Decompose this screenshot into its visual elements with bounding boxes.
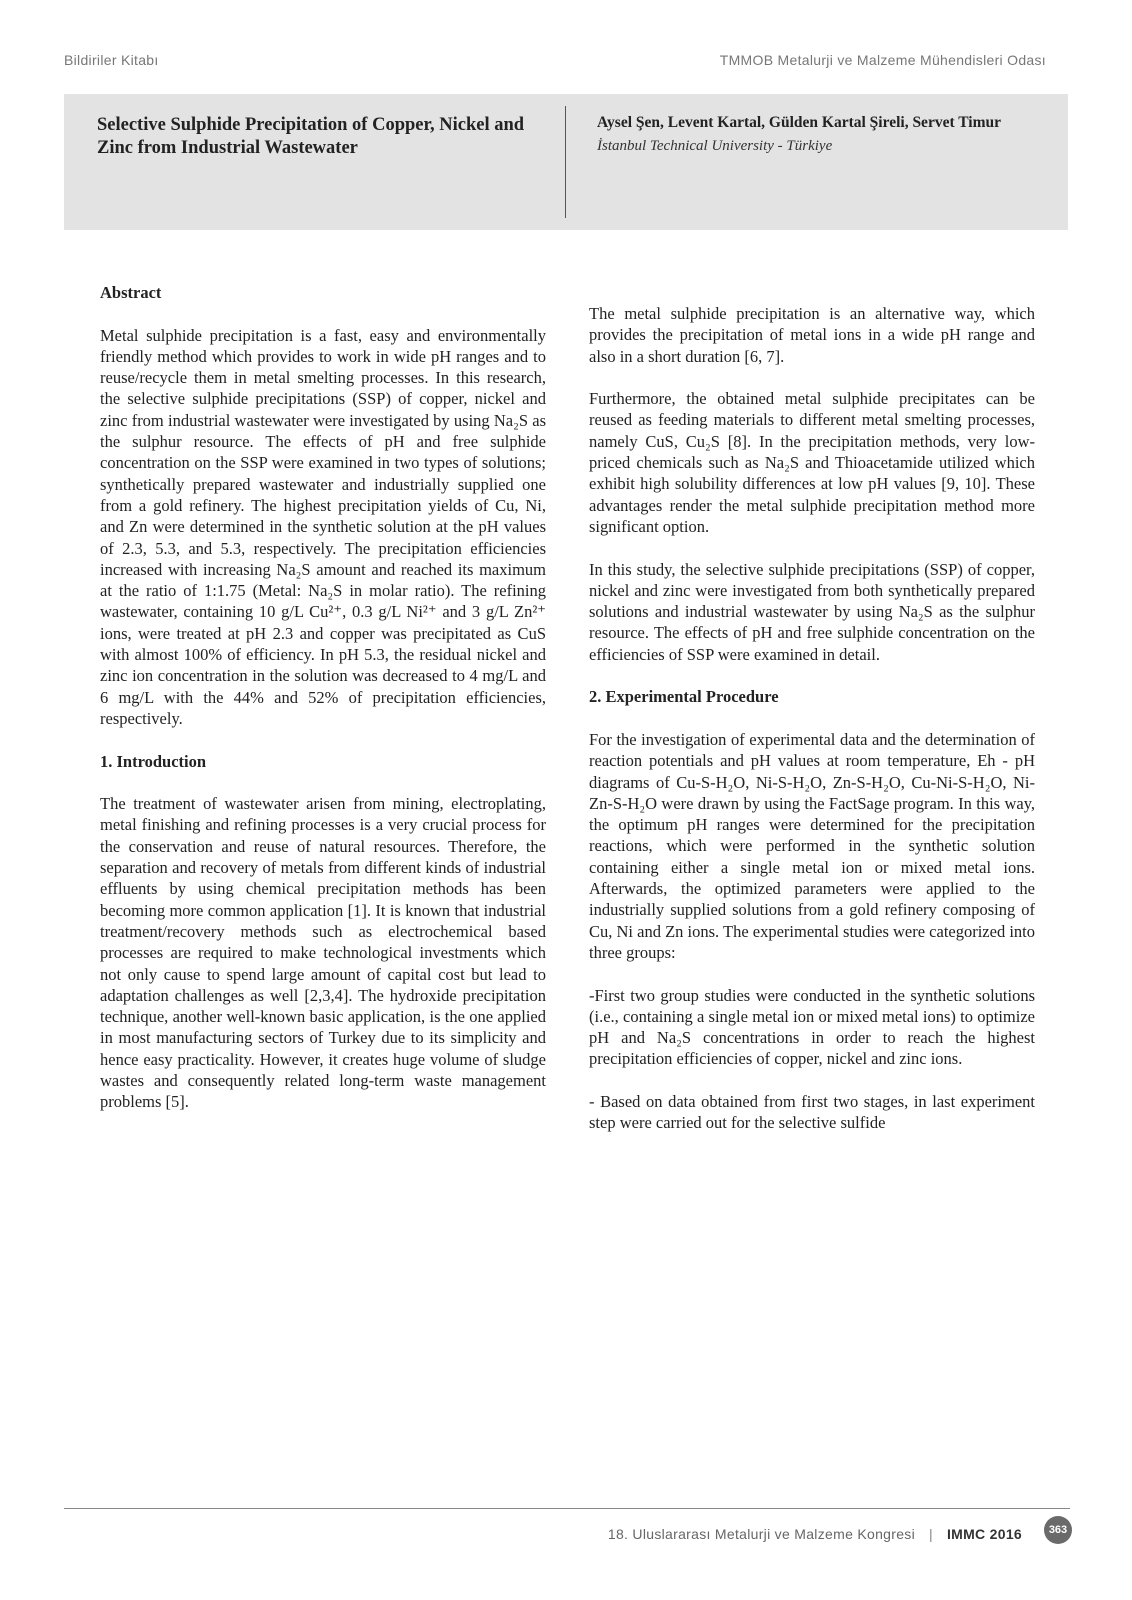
paper-affiliation: İstanbul Technical University - Türkiye <box>597 138 833 154</box>
body-paragraph: - Based on data obtained from first two stages, in last experiment step were carried out for the selective sulfide <box>589 1091 1035 1133</box>
title-band <box>64 94 1068 230</box>
paper-title: Selective Sulphide Precipitation of Copper, Nickel and Zinc from Industrial Wastewater <box>97 115 525 158</box>
footer-rule <box>64 1508 1070 1509</box>
running-header-left: Bildiriler Kitabı <box>64 52 159 68</box>
page-number-badge: 363 <box>1044 1516 1072 1544</box>
body-paragraph: In this study, the selective sulphide precipitations (SSP) of copper, nickel and zinc were investigated from both synthetically prepared solutions and industrial wastewater by using Na₂S as the sulphur resource. The effects of pH and free sulphide concentration on the efficiencies of SSP were examined in detail. <box>589 559 1035 664</box>
paper-authors: Aysel Şen, Levent Kartal, Gülden Kartal Şireli, Servet Timur <box>597 114 1001 131</box>
body-paragraph: -First two group studies were conducted in the synthetic solutions (i.e., containing a single metal ion or mixed metal ions) to optimize pH and Na₂S concentrations in order to reach the highest precipitation efficiencies of copper, nickel and zinc ions. <box>589 985 1035 1069</box>
experimental-heading: 2. Experimental Procedure <box>589 687 779 707</box>
introduction-heading: 1. Introduction <box>100 751 207 771</box>
footer-congress: 18. Uluslararası Metalurji ve Malzeme Kongresi <box>607 1526 915 1542</box>
body-paragraph: The metal sulphide precipitation is an alternative way, which provides the precipitation of metal ions in a wide pH range and also in a short duration [6, 7]. <box>589 304 1035 366</box>
page-footer <box>608 1526 1022 1542</box>
abstract-paragraph: Metal sulphide precipitation is a fast, easy and environmentally friendly method which provides to work in wide pH ranges and to reuse/recycle them in metal smelting processes. In this research, the selective sulphide precipitations (SSP) of copper, nickel and zinc from industrial wastewater were investigated by using Na₂S as the sulphur resource. The effects of pH and free sulphide concentration on the SSP were examined in two types of solutions; synthetically prepared wastewater and industrially supplied one from a gold refinery. The highest precipitation yields of Cu, Ni, and Zn were determined in the synthetic solution at the pH values of 2.3, 5.3, and 5.3, respectively. The precipitation efficiencies increased with increasing Na₂S amount and reached its maximum at the ratio of 1:1.75 (Metal: Na₂S in molar ratio). The refining wastewater, containing 10 g/L Cu²⁺, 0.3 g/L Ni²⁺ and 3 g/L Zn²⁺ ions, were treated at pH 2.3 and copper was precipitated as CuS with almost 100% of efficiency. In pH 5.3, the residual nickel and zinc ion concentration in the solution was decreased to 4 mg/L and 6 mg/L with the 44% and 52% of precipitation efficiencies, respectively. <box>100 325 546 728</box>
abstract-heading: Abstract <box>100 283 162 302</box>
body-paragraph: Furthermore, the obtained metal sulphide precipitates can be reused as feeding materials to different metal smelting processes, namely CuS, Cu₂S [8]. In the precipitation methods, very low-priced chemicals such as Na₂S and Thioacetamide utilized which exhibit high solubility differences at low pH values [9, 10]. These advantages render the metal sulphide precipitation method more significant option. <box>589 389 1035 536</box>
left-column <box>100 282 546 1134</box>
introduction-paragraph: The treatment of wastewater arisen from mining, electroplating, metal finishing and refining processes is a very crucial process for the conservation and reuse of natural resources. Therefore, the separation and recovery of metals from different kinds of industrial effluents by using chemical precipitation methods has been becoming more common application [1]. It is known that industrial treatment/recovery methods such as electrochemical based processes are required to make technological investments which not only cause to spend large amount of capital cost but lead to adaptation challenges as well [2,3,4]. The hydroxide precipitation technique, another well-known basic application, is the one applied in most manufacturing sectors of Turkey due to its simplicity and hence easy practicality. However, it creates huge volume of sludge wastes and consequently related long-term waste management problems [5]. <box>100 794 546 1112</box>
title-divider <box>565 106 566 218</box>
footer-conference: IMMC 2016 <box>946 1526 1022 1542</box>
body-paragraph: For the investigation of experimental data and the determination of reaction potentials and pH values at room temperature, Eh - pH diagrams of Cu-S-H₂O, Ni-S-H₂O, Zn-S-H₂O, Cu-Ni-S-H₂O, Ni-Zn-S-H₂O were drawn by using the FactSage program. In this way, the optimum pH ranges were determined for the precipitation reactions, which were performed in the synthetic solution containing either a single metal ion or mixed metal ions. Afterwards, the optimized parameters were applied to the industrially supplied solutions from a gold refinery composing of Cu, Ni and Zn ions. The experimental studies were categorized into three groups: <box>589 729 1035 962</box>
footer-separator: | <box>929 1526 933 1542</box>
right-column <box>589 303 1035 1155</box>
running-header-right: TMMOB Metalurji ve Malzeme Mühendisleri Odası <box>719 52 1046 68</box>
